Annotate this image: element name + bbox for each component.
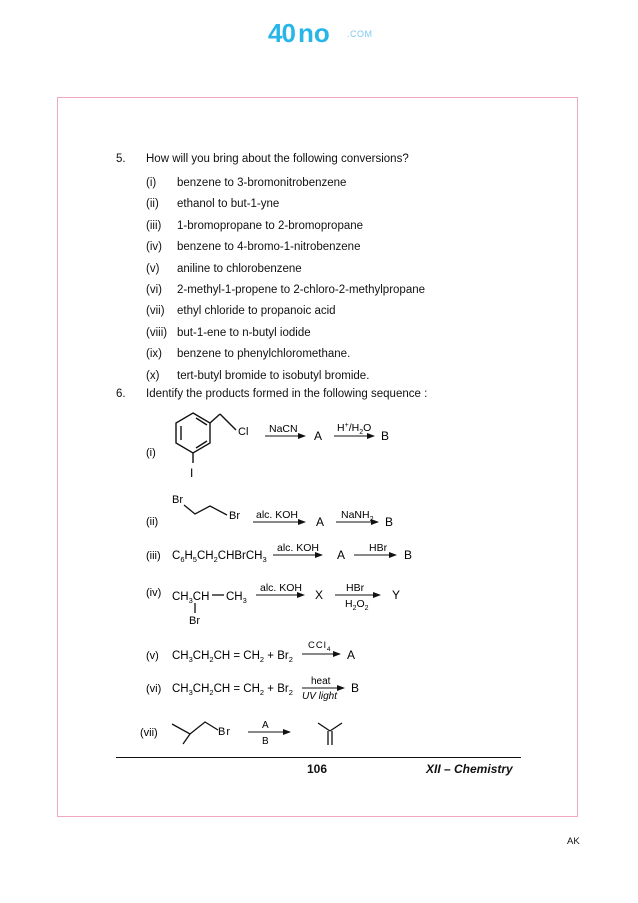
- reagent-1: NaCN: [269, 423, 298, 435]
- item-label: (viii): [146, 326, 168, 339]
- reagent-top: A: [262, 720, 269, 731]
- item-text: 2-methyl-1-propene to 2-chloro-2-methylpropane: [177, 284, 426, 296]
- footer-title: XII – Chemistry: [426, 762, 513, 776]
- reagent-2: NaNH$_2$: [341, 509, 374, 523]
- reagent-1: alc. KOH: [256, 509, 299, 521]
- page-number: 106: [307, 762, 328, 776]
- product-a: A: [337, 548, 346, 562]
- reagent-2: HBr: [369, 542, 388, 554]
- reagent-2: HBr: [346, 582, 365, 594]
- item-text: but-1-ene to n-butyl iodide: [177, 326, 311, 339]
- page-initials: AK: [567, 836, 580, 847]
- reaction-label: (vii): [140, 727, 158, 739]
- dibromide-chain: [184, 505, 227, 515]
- reaction-iii: [146, 542, 412, 564]
- reaction-label: (vi): [146, 683, 162, 695]
- reactant-formula: $CH_3CH_2CH = CH_2 + Br_2$: [172, 683, 293, 697]
- product-y: Y: [392, 588, 401, 602]
- product-a: A: [347, 648, 356, 662]
- reaction-vi: [146, 676, 359, 702]
- reagent-2-condition: $H_2O_2$: [345, 598, 369, 612]
- logo-part1: 40: [268, 18, 295, 48]
- reactant-formula: $CH_3CH_2CH = CH_2 + Br_2$: [172, 650, 293, 664]
- reaction-label: (iv): [146, 587, 162, 599]
- reaction-iv: [146, 582, 400, 627]
- item-text: 1-bromopropane to 2-bromopropane: [177, 219, 364, 232]
- reagent-bottom: UV light: [302, 691, 338, 702]
- bromine-label: Br: [189, 615, 200, 627]
- question-number: 6.: [116, 388, 126, 400]
- reactant-formula: $CH_3CH$: [172, 591, 210, 605]
- reagent: CCl$_4$: [308, 640, 332, 653]
- item-label: (x): [146, 369, 160, 382]
- item-text: benzene to 4-bromo-1-nitrobenzene: [177, 241, 361, 254]
- reagent-1: alc. KOH: [277, 542, 320, 554]
- bond: [183, 734, 190, 744]
- iodine-label: I: [190, 466, 194, 480]
- item-label: (ix): [146, 348, 162, 361]
- benzene-ring-structure: [176, 413, 236, 463]
- isobutylene-structure: [318, 723, 342, 745]
- question-number: 5.: [116, 153, 126, 165]
- reagent-2: $H^+/H_2O$: [337, 422, 372, 436]
- item-text: ethyl chloride to propanoic acid: [177, 305, 336, 318]
- item-text: benzene to phenylchloromethane.: [177, 348, 351, 361]
- item-text: aniline to chlorobenzene: [177, 262, 302, 275]
- reaction-label: (iii): [146, 550, 161, 562]
- reaction-label: (ii): [146, 516, 159, 528]
- item-label: (vi): [146, 284, 162, 296]
- reagent-bottom: B: [262, 736, 269, 747]
- reaction-vii: [140, 720, 342, 747]
- reaction-v: [146, 640, 355, 664]
- item-text: tert-butyl bromide to isobutyl bromide.: [177, 369, 370, 382]
- bromine-label: Br: [218, 726, 231, 738]
- item-label: (iii): [146, 219, 162, 232]
- chlorine-label: Cl: [238, 426, 249, 438]
- question-prompt: Identify the products formed in the following sequence :: [146, 388, 428, 400]
- product-x: X: [315, 588, 324, 602]
- product-b: B: [381, 429, 390, 443]
- item-label: (vii): [146, 305, 165, 318]
- reagent-1: alc. KOH: [260, 582, 303, 594]
- product-a: A: [316, 515, 325, 529]
- item-label: (ii): [146, 198, 159, 211]
- product-b: B: [351, 681, 360, 695]
- isobutyl-bromide-structure: [172, 722, 218, 734]
- item-label: (iv): [146, 241, 162, 254]
- item-text: ethanol to but-1-yne: [177, 198, 280, 211]
- reaction-label: (v): [146, 650, 159, 662]
- item-label: (v): [146, 262, 160, 275]
- footer-divider: [116, 757, 521, 758]
- item-text: benzene to 3-bromonitrobenzene: [177, 177, 347, 189]
- reaction-i: [146, 413, 389, 480]
- item-label: (i): [146, 177, 157, 189]
- reagent-top: heat: [311, 676, 331, 687]
- logo-part2: no: [298, 18, 330, 48]
- reaction-label: (i): [146, 447, 156, 459]
- product-a: A: [314, 429, 323, 443]
- logo-suffix: .COM: [347, 29, 373, 39]
- bromine-label-2: Br: [229, 510, 240, 522]
- methyl-group: $CH_3$: [226, 591, 247, 605]
- reactant-formula: $C_6H_5CH_2CHBrCH_3$: [172, 550, 267, 564]
- product-b: B: [385, 515, 394, 529]
- question-prompt: How will you bring about the following conversions?: [146, 153, 409, 165]
- bromine-label-1: Br: [172, 494, 183, 506]
- product-b: B: [404, 548, 413, 562]
- reaction-ii: [146, 494, 393, 529]
